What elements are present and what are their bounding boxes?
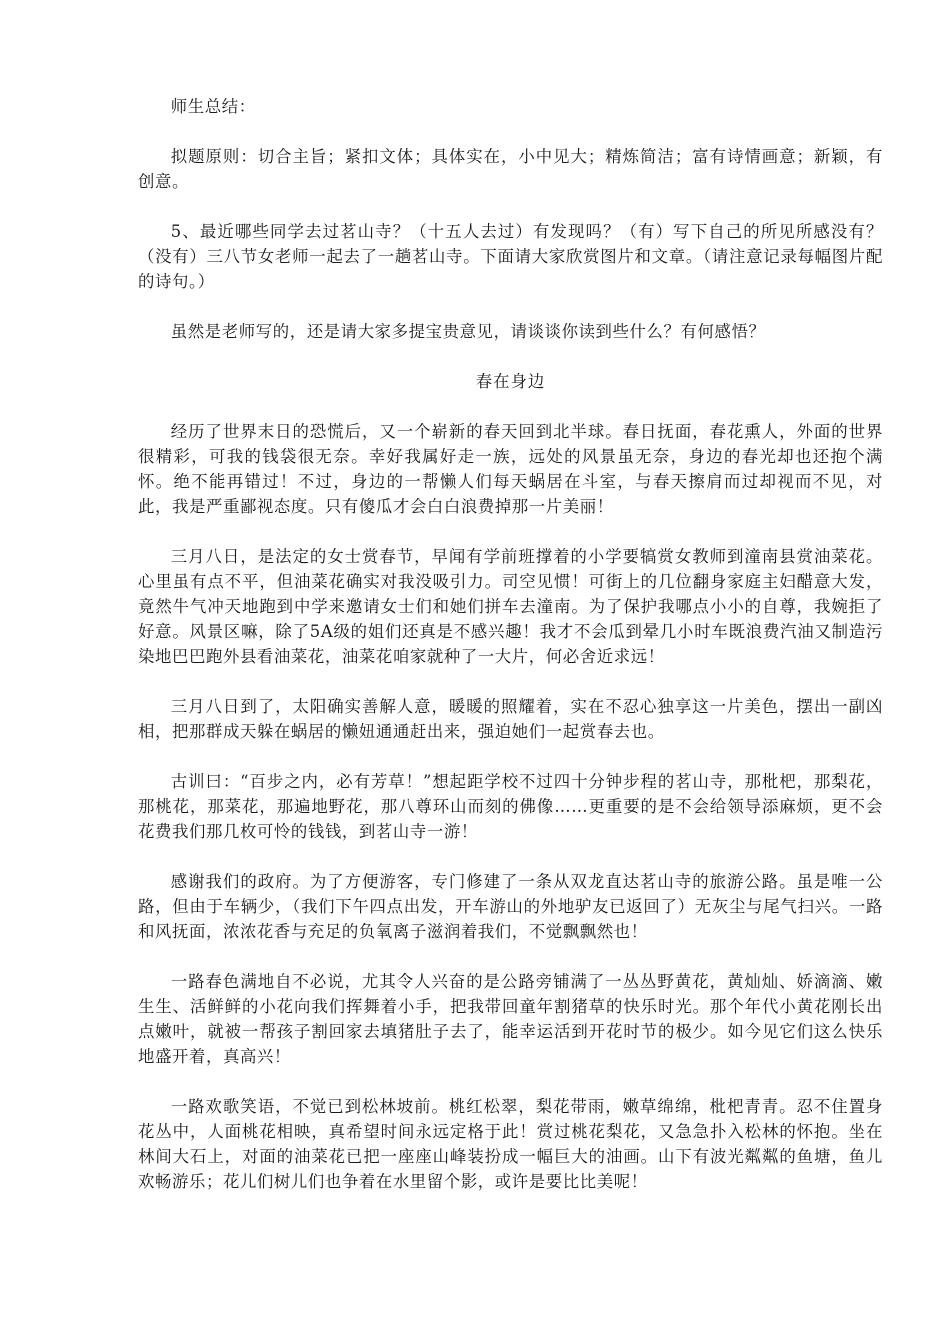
- essay-paragraph: 古训曰：“百步之内，必有芳草！”想起距学校不过四十分钟步程的茗山寺，那枇杷，那梨花，那桃花，那菜花，那遍地野花，那八尊环山而刻的佛像……更重要的是不会给领导添麻烦，更不会花费我们那几枚可怜的钱钱，到茗山寺一游！: [138, 772, 883, 841]
- essay-paragraph: 三月八日到了，太阳确实善解人意，暖暖的照耀着，实在不忍心独享这一片美色，摆出一副凶相，把那群成天躲在蜗居的懒妞通通赶出来，强迫她们一起赏春去也。: [138, 697, 883, 741]
- essay-paragraph: 一路欢歌笑语，不觉已到松林坡前。桃红松翠，梨花带雨，嫩草绵绵，枇杷青青。忍不住置身花丛中，人面桃花相映，真希望时间永远定格于此！赏过桃花梨花，又急急扑入松林的怀抱。坐在林间大石上，对面的油菜花已把一座座山峰装扮成一幅巨大的油画。山下有波光粼粼的鱼塘，鱼儿欢畅游乐；花儿们树儿们也争着在水里留个影，或许是要比比美呢！: [138, 1097, 883, 1191]
- essay-paragraph: 感谢我们的政府。为了方便游客，专门修建了一条从双龙直达茗山寺的旅游公路。虽是唯一公路，但由于车辆少，（我们下午四点出发，开车游山的外地驴友已返回了）无灰尘与尾气扫兴。一路和风抚面，浓浓花香与充足的负氧离子滋润着我们，不觉飘飘然也！: [138, 872, 883, 941]
- paragraph-question-5: 5、最近哪些同学去过茗山寺？（十五人去过）有发现吗？（有）写下自己的所见所感没有？（没有）三八节女老师一起去了一趟茗山寺。下面请大家欣赏图片和文章。（请注意记录每幅图片配的诗句。）: [138, 222, 883, 291]
- document-page: [138, 94, 883, 1219]
- paragraph-summary-heading: 师生总结：: [170, 97, 256, 116]
- paragraph-discussion-prompt: 虽然是老师写的，还是请大家多提宝贵意见，请谈谈你读到些什么？有何感悟？: [170, 322, 766, 341]
- essay-title: 春在身边: [475, 372, 546, 391]
- essay-paragraph: 三月八日，是法定的女士赏春节，早闻有学前班撑着的小学要犒赏女教师到潼南县赏油菜花。心里虽有点不平，但油菜花确实对我没吸引力。司空见惯！可街上的几位翻身家庭主妇醋意大发，竟然牛气冲天地跑到中学来邀请女士们和她们拼车去潼南。为了保护我哪点小小的自尊，我婉拒了好意。风景区嘛，除了5A级的姐们还真是不感兴趣！我才不会瓜到晕几小时车既浪费汽油又制造污染地巴巴跑外县看油菜花，油菜花咱家就种了一大片，何必舍近求远！: [138, 547, 883, 666]
- essay-paragraph: 一路春色满地自不必说，尤其令人兴奋的是公路旁铺满了一丛丛野黄花，黄灿灿、娇滴滴、嫩生生、活鲜鲜的小花向我们挥舞着小手，把我带回童年割猪草的快乐时光。那个年代小黄花刚长出点嫩叶，就被一帮孩子割回家去填猪肚子去了，能幸运活到开花时节的极少。如今见它们这么快乐地盛开着，真高兴！: [138, 972, 883, 1066]
- paragraph-titling-principles: 拟题原则：切合主旨；紧扣文体；具体实在，小中见大；精炼简洁；富有诗情画意；新颖，有创意。: [138, 147, 883, 191]
- essay-paragraph: 经历了世界末日的恐慌后，又一个崭新的春天回到北半球。春日抚面，春花熏人，外面的世界很精彩，可我的钱袋很无奈。幸好我属好走一族，远处的风景虽无奈，身边的春光却也还抱个满怀。绝不能再错过！不过，身边的一帮懒人们每天蜗居在斗室，与春天擦肩而过却视而不见，对此，我是严重鄙视态度。只有傻瓜才会白白浪费掉那一片美丽！: [138, 422, 883, 516]
